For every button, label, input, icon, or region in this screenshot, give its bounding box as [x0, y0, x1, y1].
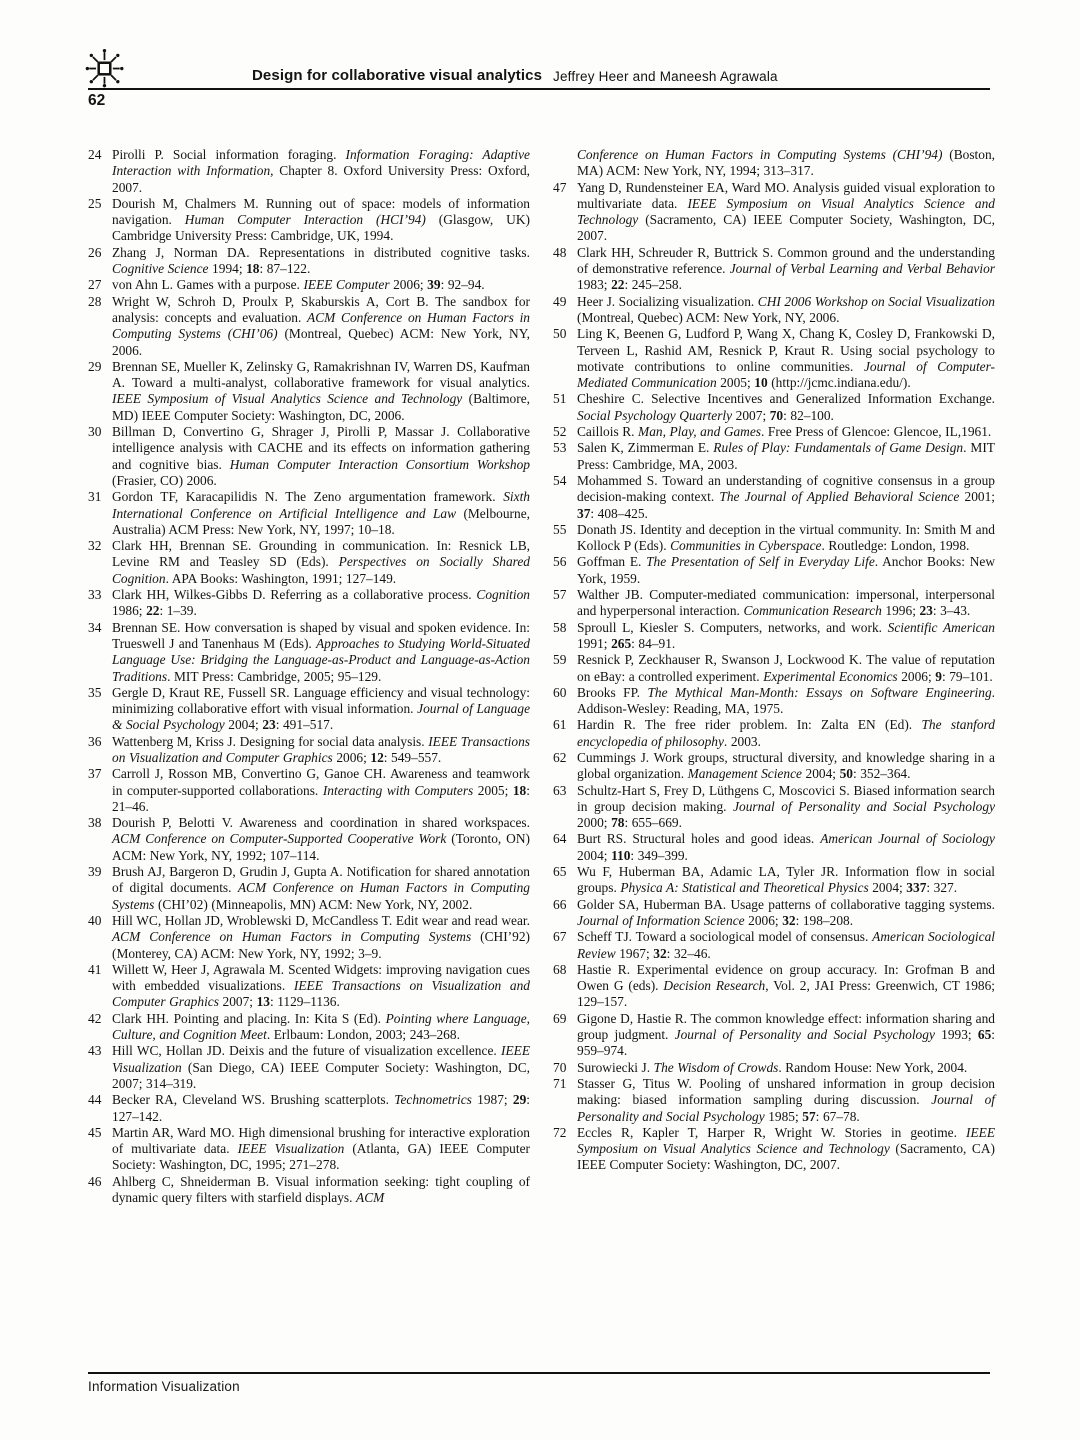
reference-number: 67 [553, 929, 567, 945]
reference-number: 27 [88, 277, 102, 293]
reference-item [553, 620, 995, 653]
reference-number: 30 [88, 424, 102, 440]
reference-number: 40 [88, 912, 102, 928]
reference-number: 52 [553, 424, 567, 440]
reference-text: Gergle D, Kraut RE, Fussell SR. Language efficiency and visual technology: minimizing collaborative effort with visual information. Journal of Language & Social Psychology 2004; 23: 491–517. [112, 684, 531, 733]
reference-number: 26 [88, 244, 102, 260]
reference-number: 29 [88, 358, 102, 374]
reference-text: Heer J. Socializing visualization. CHI 2006 Workshop on Social Visualization (Montreal, Quebec) ACM: New York, NY, 2006. [577, 293, 995, 325]
reference-item [88, 489, 530, 538]
reference-item [553, 864, 995, 897]
reference-number: 47 [553, 179, 567, 195]
reference-text: Hastie R. Experimental evidence on group accuracy. In: Grofman B and Owen G (eds). Decision Research, Vol. 2, JAI Press: Greenwich, CT 1986; 129–157. [577, 961, 995, 1010]
reference-item [553, 245, 995, 294]
reference-item [88, 1043, 530, 1092]
reference-number: 35 [88, 684, 102, 700]
reference-number: 70 [553, 1059, 567, 1075]
reference-item [88, 245, 530, 278]
reference-item [88, 1011, 530, 1044]
reference-item [553, 929, 995, 962]
reference-text: Caillois R. Man, Play, and Games. Free Press of Glencoe: Glencoe, IL,1961. [577, 424, 992, 440]
reference-text: Golder SA, Huberman BA. Usage patterns of collaborative tagging systems. Journal of Information Science 2006; 32: 198–208. [577, 896, 995, 928]
reference-number: 24 [88, 147, 102, 162]
reference-item [88, 538, 530, 587]
reference-number: 32 [88, 538, 102, 554]
reference-number: 44 [88, 1092, 102, 1108]
reference-item [88, 587, 530, 620]
reference-number: 72 [553, 1124, 567, 1140]
reference-number: 51 [553, 391, 567, 407]
reference-text: Sproull L, Kiesler S. Computers, networks, and work. Scientific American 1991; 265: 84–91. [577, 619, 995, 651]
reference-text: Zhang J, Norman DA. Representations in distributed cognitive tasks. Cognitive Science 1994; 18: 87–122. [112, 244, 530, 277]
header-authors: Jeffrey Heer and Maneesh Agrawala [553, 69, 778, 84]
reference-number: 28 [88, 293, 102, 309]
reference-number: 55 [553, 521, 567, 537]
reference-item [88, 359, 530, 424]
reference-number: 56 [553, 554, 567, 570]
reference-item [88, 277, 530, 293]
reference-item [88, 913, 530, 962]
reference-text: Cummings J. Work groups, structural diversity, and knowledge sharing in a global organization. Management Science 2004; 50: 352–364. [577, 749, 995, 782]
reference-item [553, 685, 995, 718]
reference-item [553, 587, 995, 620]
reference-text: Goffman E. The Presentation of Self in Everyday Life. Anchor Books: New York, 1959. [577, 554, 995, 586]
reference-item [553, 424, 995, 440]
reference-text: Wright W, Schroh D, Proulx P, Skaburskis A, Cort B. The sandbox for analysis: concepts and evaluation. ACM Conference on Human Factors in Computing Systems (CHI’06) (Montreal, Quebec) ACM: New York, NY, 2006. [112, 293, 530, 358]
reference-text: Scheff TJ. Toward a sociological model of consensus. American Sociological Review 1967; 32: 32–46. [577, 929, 995, 961]
reference-item [553, 831, 995, 864]
reference-number: 38 [88, 815, 102, 831]
reference-number: 71 [553, 1075, 567, 1091]
reference-item [88, 864, 530, 913]
reference-item [553, 962, 995, 1011]
reference-text: Becker RA, Cleveland WS. Brushing scatterplots. Technometrics 1987; 29: 127–142. [112, 1092, 530, 1124]
reference-item [88, 1174, 530, 1207]
reference-text: Burt RS. Structural holes and good ideas. American Journal of Sociology 2004; 110: 349–399. [577, 831, 995, 863]
reference-item [553, 147, 995, 180]
reference-number: 41 [88, 961, 102, 977]
reference-item [88, 424, 530, 489]
reference-text: Hill WC, Hollan JD, Wroblewski D, McCandless T. Edit wear and read wear. ACM Conference on Human Factors in Computing Systems (CHI’92) (Monterey, CA) ACM: New York, NY, 1992; 3–9. [112, 912, 530, 961]
reference-number: 61 [553, 717, 567, 733]
reference-number: 50 [553, 326, 567, 342]
reference-text: Clark HH, Brennan SE. Grounding in communication. In: Resnick LB, Levine RM and Teasley SD (Eds). Perspectives on Socially Shared Cognition. APA Books: Washington, 1991; 127–149. [112, 538, 530, 586]
reference-text: von Ahn L. Games with a purpose. IEEE Computer 2006; 39: 92–94. [112, 277, 485, 293]
reference-text: Brush AJ, Bargeron D, Grudin J, Gupta A. Notification for shared annotation of digital documents. ACM Conference on Human Factors in Computing Systems (CHI’02) (Minneapolis, MN) ACM: New York, NY, 2002. [112, 864, 530, 912]
reference-item [553, 440, 995, 473]
footer-rule [88, 1372, 990, 1374]
reference-item [88, 734, 530, 767]
reference-text: Clark HH, Wilkes-Gibbs D. Referring as a collaborative process. Cognition 1986; 22: 1–39. [112, 587, 530, 619]
references-section [88, 147, 995, 1206]
reference-number: 39 [88, 864, 102, 880]
reference-number: 33 [88, 587, 102, 603]
reference-number: 48 [553, 244, 567, 260]
reference-item [553, 294, 995, 327]
reference-item [88, 815, 530, 864]
reference-number: 69 [553, 1010, 567, 1026]
reference-item [88, 1125, 530, 1174]
reference-item [553, 326, 995, 391]
reference-text: Stasser G, Titus W. Pooling of unshared information in group decision making: biased information sampling during discussion. Journal of Personality and Social Psychology 1985; 57: 67–78. [577, 1075, 995, 1124]
reference-text: Brennan SE, Mueller K, Zelinsky G, Ramakrishnan IV, Warren DS, Kaufman A. Toward a multi-analyst, collaborative framework for visual analytics. IEEE Symposium of Visual Analytics Science and Technology (Baltimore, MD) IEEE Computer Society: Washington, DC, 2006. [112, 358, 530, 423]
reference-text: Gordon TF, Karacapilidis N. The Zeno argumentation framework. Sixth International Conference on Artificial Intelligence and Law (Melbourne, Australia) ACM Press: New York, NY, 1997; 10–18. [112, 489, 531, 537]
reference-text: Ling K, Beenen G, Ludford P, Wang X, Chang K, Cosley D, Frankowski D, Terveen L, Rashid AM, Resnick P, Kraut R. Using social psychology to motivate contributions to online communities. Journal of Computer-Mediated Communication 2005; 10 (http://jcmc.indiana.edu/). [577, 326, 996, 391]
reference-text: Walther JB. Computer-mediated communication: impersonal, interpersonal and hyperpersonal interaction. Communication Research 1996; 23: 3–43. [577, 587, 995, 619]
reference-text: Dourish P, Belotti V. Awareness and coordination in shared workspaces. ACM Conference on Computer-Supported Cooperative Work (Toronto, ON) ACM: New York, NY, 1992; 107–114. [112, 815, 530, 863]
page-title: Design for collaborative visual analytics [252, 67, 543, 84]
reference-text: Martin AR, Ward MO. High dimensional brushing for interactive exploration of multivariate data. IEEE Visualization (Atlanta, GA) IEEE Computer Society: Washington, DC, 1995; 271–278. [112, 1124, 530, 1173]
reference-number: 53 [553, 440, 567, 456]
reference-item [553, 1125, 995, 1174]
page-number: 62 [88, 92, 106, 109]
reference-item [88, 766, 530, 815]
reference-number: 57 [553, 587, 567, 603]
ref-column-right [553, 147, 995, 1206]
reference-number: 46 [88, 1173, 102, 1189]
reference-item [553, 783, 995, 832]
reference-item [553, 1060, 995, 1076]
reference-item [553, 1011, 995, 1060]
reference-text: Wattenberg M, Kriss J. Designing for social data analysis. IEEE Transactions on Visualization and Computer Graphics 2006; 12: 549–557. [112, 733, 531, 765]
reference-item [88, 962, 530, 1011]
reference-text: Conference on Human Factors in Computing Systems (CHI’94) (Boston, MA) ACM: New York, NY, 1994; 313–317. [577, 147, 995, 179]
reference-text: Mohammed S. Toward an understanding of cognitive consensus in a group decision-making context. The Journal of Applied Behavioral Science 2001; 37: 408–425. [577, 472, 996, 521]
reference-item [553, 897, 995, 930]
journal-name: Information Visualization [88, 1379, 240, 1394]
ref-column-left [88, 147, 530, 1206]
reference-number: 37 [88, 766, 102, 782]
reference-text: Carroll J, Rosson MB, Convertino G, Ganoe CH. Awareness and teamwork in computer-supported collaborations. Interacting with Computers 2005; 18: 21–46. [112, 766, 530, 814]
reference-item [553, 522, 995, 555]
reference-number: 45 [88, 1124, 102, 1140]
reference-text: Salen K, Zimmerman E. Rules of Play: Fundamentals of Game Design. MIT Press: Cambridge, MA, 2003. [577, 440, 995, 472]
reference-text: Resnick P, Zeckhauser R, Swanson J, Lockwood K. The value of reputation on eBay: a controlled experiment. Experimental Economics 2006; 9: 79–101. [577, 652, 995, 684]
reference-item [88, 1092, 530, 1125]
reference-text: Ahlberg C, Shneiderman B. Visual information seeking: tight coupling of dynamic query filters with starfield displays. ACM [112, 1173, 530, 1205]
reference-number: 42 [88, 1010, 102, 1026]
reference-text: Yang D, Rundensteiner EA, Ward MO. Analysis guided visual exploration to multivariate data. IEEE Symposium on Visual Analytics Science and Technology (Sacramento, CA) IEEE Computer Society, Washington, DC, 2007. [577, 179, 995, 244]
reference-item [553, 652, 995, 685]
reference-item [553, 1076, 995, 1125]
reference-number: 36 [88, 733, 102, 749]
reference-number: 62 [553, 749, 567, 765]
reference-item [553, 750, 995, 783]
reference-item [553, 717, 995, 750]
header-rule [88, 88, 990, 90]
reference-text: Hill WC, Hollan JD. Deixis and the future of visualization excellence. IEEE Visualization (San Diego, CA) IEEE Computer Society: Washington, DC, 2007; 314–319. [112, 1043, 530, 1091]
reference-text: Brennan SE. How conversation is shaped by visual and spoken evidence. In: Trueswell J and Tanenhaus M (Eds). Approaches to Studying World-Situated Language Use: Bridging the Language-as-Product and Language-as-Action Traditions. MIT Press: Cambridge, 2005; 95–129. [112, 619, 530, 684]
reference-number: 59 [553, 652, 567, 668]
reference-number: 58 [553, 619, 567, 635]
reference-item [88, 196, 530, 245]
reference-text: Gigone D, Hastie R. The common knowledge effect: information sharing and group judgment. Journal of Personality and Social Psychology 1993; 65: 959–974. [577, 1010, 995, 1059]
reference-number: 66 [553, 896, 567, 912]
reference-text: Schultz-Hart S, Frey D, Lüthgens C, Moscovici S. Biased information search in group decision making. Journal of Personality and Social Psychology 2000; 78: 655–669. [577, 782, 996, 831]
reference-number: 49 [553, 293, 567, 309]
reference-text: Donath JS. Identity and deception in the virtual community. In: Smith M and Kollock P (Eds). Communities in Cyberspace. Routledge: London, 1998. [577, 521, 995, 554]
reference-text: Clark HH, Schreuder R, Buttrick S. Common ground and the understanding of demonstrative reference. Journal of Verbal Learning and Verbal Behavior 1983; 22: 245–258. [577, 244, 995, 293]
reference-item [88, 147, 530, 196]
reference-number: 68 [553, 961, 567, 977]
reference-text: Pirolli P. Social information foraging. Information Foraging: Adaptive Interaction with Information, Chapter 8. Oxford University Press: Oxford, 2007. [112, 147, 530, 195]
reference-text: Dourish M, Chalmers M. Running out of space: models of information navigation. Human Computer Interaction (HCI’94) (Glasgow, UK) Cambridge University Press: Cambridge, UK, 1994. [112, 195, 530, 244]
journal-logo-icon [84, 47, 126, 89]
reference-number: 60 [553, 684, 567, 700]
reference-item [88, 294, 530, 359]
reference-text: Willett W, Heer J, Agrawala M. Scented Widgets: improving navigation cues with embedded visualizations. IEEE Transactions on Visualization and Computer Graphics 2007; 13: 1129–1136. [112, 961, 530, 1010]
reference-item [553, 473, 995, 522]
reference-item [88, 620, 530, 685]
reference-number: 43 [88, 1043, 102, 1059]
reference-number: 63 [553, 782, 567, 798]
reference-text: Eccles R, Kapler T, Harper R, Wright W. Stories in geotime. IEEE Symposium on Visual Analytics Science and Technology (Sacramento, CA) IEEE Computer Society: Washington, DC, 2007. [577, 1124, 995, 1173]
reference-text: Brooks FP. The Mythical Man-Month: Essays on Software Engineering. Addison-Wesley: Reading, MA, 1975. [577, 684, 995, 717]
reference-number: 54 [553, 472, 567, 488]
reference-item [553, 391, 995, 424]
reference-item [88, 685, 530, 734]
reference-text: Wu F, Huberman BA, Adamic LA, Tyler JR. Information flow in social groups. Physica A: Statistical and Theoretical Physics 2004; 337: 327. [577, 864, 995, 896]
reference-number: 34 [88, 619, 102, 635]
reference-item [553, 554, 995, 587]
reference-number: 31 [88, 489, 102, 505]
reference-text: Surowiecki J. The Wisdom of Crowds. Random House: New York, 2004. [577, 1059, 968, 1075]
reference-number: 64 [553, 831, 567, 847]
reference-number: 25 [88, 195, 102, 211]
reference-text: Clark HH. Pointing and placing. In: Kita S (Ed). Pointing where Language, Culture, and Cognition Meet. Erlbaum: London, 2003; 243–268. [112, 1010, 530, 1043]
reference-text: Hardin R. The free rider problem. In: Zalta EN (Ed). The stanford encyclopedia of philosophy. 2003. [577, 717, 996, 749]
reference-item [553, 180, 995, 245]
reference-number: 65 [553, 864, 567, 880]
reference-text: Billman D, Convertino G, Shrager J, Pirolli P, Massar J. Collaborative intelligence analysis with CACHE and its effects on information gathering and cognitive bias. Human Computer Interaction Consortium Workshop (Frasier, CO) 2006. [112, 424, 530, 488]
reference-text: Cheshire C. Selective Incentives and Generalized Information Exchange. Social Psychology Quarterly 2007; 70: 82–100. [577, 391, 995, 423]
